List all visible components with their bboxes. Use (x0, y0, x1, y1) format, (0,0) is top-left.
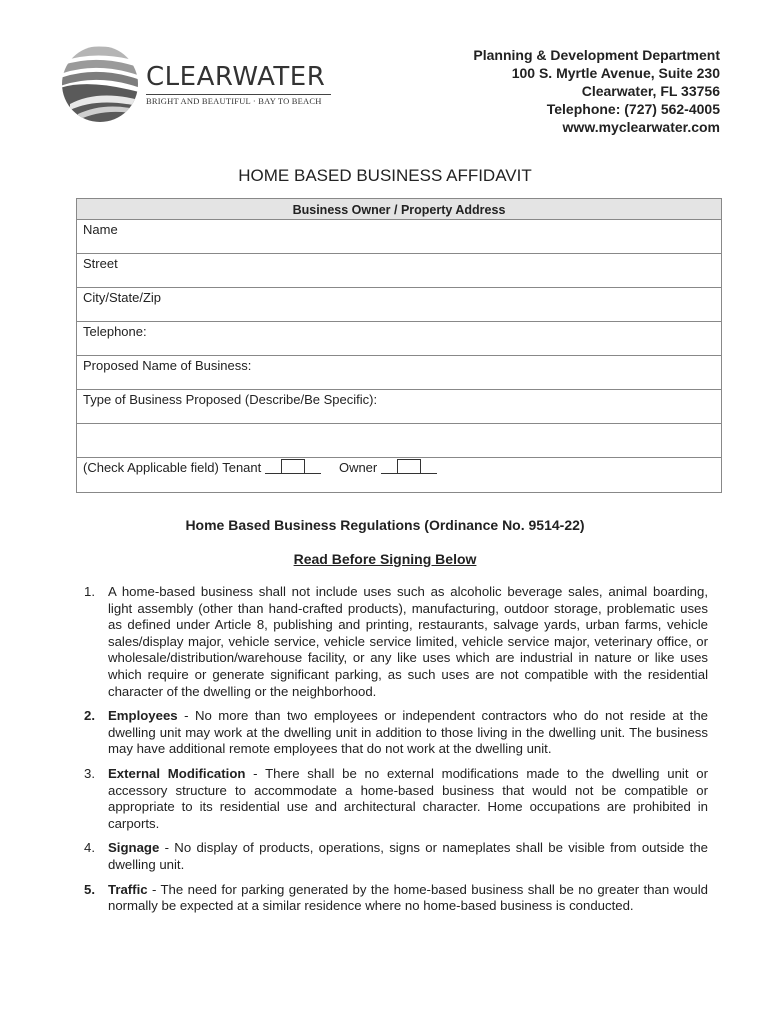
telephone-field[interactable] (77, 322, 721, 356)
department-website[interactable]: www.myclearwater.com (562, 119, 720, 135)
regulations-list (84, 584, 708, 923)
tenure-row (77, 458, 721, 492)
telephone-label: Telephone: (83, 324, 147, 339)
list-item (84, 708, 708, 758)
item-number: 4. (84, 840, 95, 856)
item-text: A home-based business shall not include uses such as alcoholic beverage sales, animal boarding, light assembly (other than hand-crafted products), manufacturing, outdoor storage, problematic uses as defined under Article 8, publishing and printing, restaurants, salvage yards, urban farms, vehicle sales/display major, vehicle service, vehicle service limited, vehicle service major, veterinary office, or wholesale/distribution/warehouse facility, or any like uses which are industrial in nature or like uses which require or generate significant parking, as such uses are not compatible with the residential character of the dwelling or the neighborhood. (108, 584, 708, 699)
department-name: Planning & Development Department (473, 47, 720, 63)
item-text: - There shall be no external modifications made to the dwelling unit or accessory structure to accommodate a home-based business that would not be compatible or appropriate to its residential use and architectural character. Home occupations are prohibited in carports. (108, 765, 708, 831)
name-field[interactable] (77, 220, 721, 254)
item-number: 5. (84, 881, 95, 897)
department-address-line2: Clearwater, FL 33756 (581, 83, 720, 99)
department-contact (473, 46, 720, 136)
item-number: 2. (84, 708, 95, 724)
business-type-label: Type of Business Proposed (Describe/Be Specific): (83, 392, 378, 407)
list-item (84, 766, 708, 832)
item-text: - No display of products, operations, signs or nameplates shall be visible from outside the dwelling unit. (108, 840, 708, 872)
owner-label: Owner (338, 460, 378, 475)
owner-checkbox[interactable] (397, 459, 421, 474)
city-field[interactable] (77, 288, 721, 322)
logo-wordmark: CLEARWATER (146, 62, 326, 92)
list-item (84, 840, 708, 873)
department-address-line1: 100 S. Myrtle Avenue, Suite 230 (511, 65, 720, 81)
check-applicable-label: (Check Applicable field) Tenant (83, 460, 262, 475)
city-label: City/State/Zip (83, 290, 162, 305)
form-header: Business Owner / Property Address (77, 199, 721, 220)
item-number: 1. (84, 584, 95, 599)
list-item (84, 882, 708, 915)
business-name-label: Proposed Name of Business: (83, 358, 252, 373)
name-label: Name (83, 222, 118, 237)
page-title: HOME BASED BUSINESS AFFIDAVIT (238, 166, 532, 185)
item-keyword: External Modification (108, 765, 246, 781)
item-number: 3. (84, 765, 95, 781)
item-keyword: Signage (108, 840, 160, 856)
item-text: - The need for parking generated by the home-based business shall be no greater than would normally be expected at a similar residence where no home-based business is conducted. (108, 881, 708, 914)
wave-emblem-icon (60, 44, 146, 124)
business-type-field[interactable] (77, 390, 721, 424)
department-telephone: Telephone: (727) 562-4005 (546, 101, 720, 117)
list-item (84, 584, 708, 700)
business-name-field[interactable] (77, 356, 721, 390)
business-type-continuation-field[interactable] (77, 424, 721, 458)
owner-form (76, 198, 722, 493)
item-text: - No more than two employees or independent contractors who do not reside at the dwelling unit may work at the dwelling unit in addition to those living in the dwelling unit. The business may have additional remote employees that do not work at the dwelling unit. (108, 708, 708, 757)
tenant-checkbox[interactable] (281, 459, 305, 474)
street-field[interactable] (77, 254, 721, 288)
item-keyword: Traffic (108, 881, 148, 897)
regulations-subtitle: Read Before Signing Below (293, 551, 477, 567)
street-label: Street (83, 256, 118, 271)
logo-tagline: BRIGHT AND BEAUTIFUL · BAY TO BEACH (146, 94, 331, 106)
item-keyword: Employees (108, 708, 178, 724)
clearwater-logo (60, 44, 340, 124)
regulations-title: Home Based Business Regulations (Ordinance No. 9514-22) (185, 517, 585, 533)
